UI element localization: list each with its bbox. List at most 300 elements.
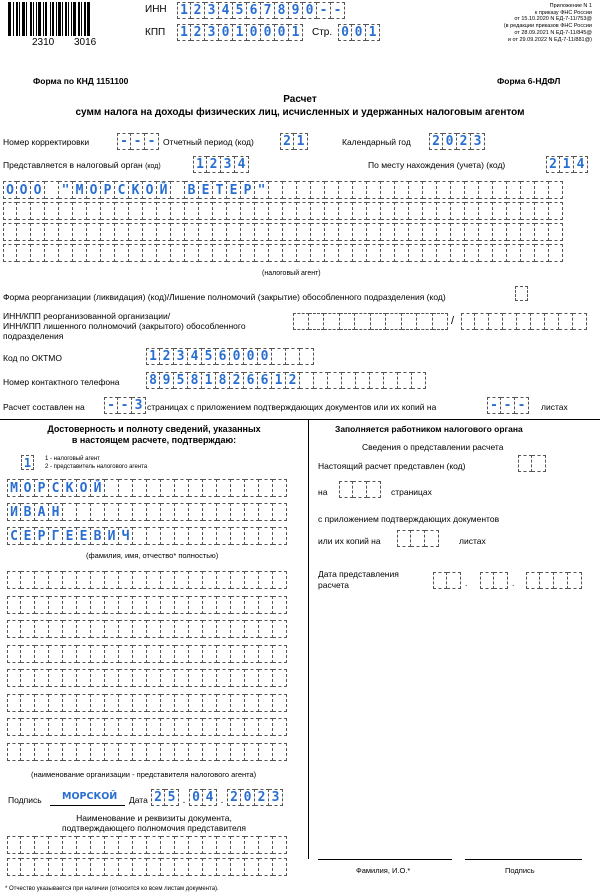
char-cell[interactable] (175, 669, 189, 687)
char-cell[interactable]: 2 (546, 156, 560, 173)
char-cell[interactable] (157, 202, 171, 220)
char-cell[interactable] (353, 181, 367, 199)
right-date-year[interactable] (526, 572, 582, 589)
char-cell[interactable] (417, 313, 433, 330)
char-cell[interactable]: 7 (261, 2, 275, 19)
char-cell[interactable] (147, 645, 161, 663)
char-cell[interactable] (133, 503, 147, 521)
char-cell[interactable] (119, 669, 133, 687)
char-cell[interactable] (293, 313, 309, 330)
fio-grid[interactable] (7, 479, 287, 551)
char-cell[interactable]: 3 (269, 789, 283, 806)
char-cell[interactable] (269, 202, 283, 220)
char-cell[interactable] (493, 181, 507, 199)
char-cell[interactable] (493, 244, 507, 262)
reorg-kpp-field[interactable] (461, 313, 587, 330)
char-cell[interactable] (77, 858, 91, 876)
char-cell[interactable] (175, 858, 189, 876)
char-cell[interactable] (245, 743, 259, 761)
char-cell[interactable] (231, 694, 245, 712)
char-cell[interactable]: 1 (146, 348, 160, 365)
char-cell[interactable]: - (317, 2, 331, 19)
char-cell[interactable]: 3 (471, 133, 485, 150)
char-cell[interactable]: В (21, 503, 35, 521)
char-cell[interactable]: " (59, 181, 73, 199)
char-cell[interactable] (297, 244, 311, 262)
char-cell[interactable] (21, 836, 35, 854)
char-cell[interactable] (91, 718, 105, 736)
char-cell[interactable]: Р (241, 181, 255, 199)
char-cell[interactable] (105, 694, 119, 712)
char-cell[interactable] (241, 223, 255, 241)
char-cell[interactable] (535, 181, 549, 199)
char-cell[interactable] (231, 596, 245, 614)
char-cell[interactable] (77, 836, 91, 854)
char-cell[interactable]: 4 (203, 789, 217, 806)
char-cell[interactable] (286, 348, 300, 365)
char-cell[interactable] (189, 571, 203, 589)
char-cell[interactable]: Г (49, 527, 63, 545)
char-cell[interactable] (49, 718, 63, 736)
char-cell[interactable] (493, 202, 507, 220)
char-cell[interactable] (161, 527, 175, 545)
char-cell[interactable] (339, 223, 353, 241)
char-cell[interactable]: Е (77, 527, 91, 545)
char-cell[interactable]: 0 (230, 348, 244, 365)
char-cell[interactable]: 1 (202, 372, 216, 389)
char-cell[interactable] (119, 479, 133, 497)
char-cell[interactable] (217, 620, 231, 638)
char-cell[interactable] (255, 244, 269, 262)
char-cell[interactable] (507, 244, 521, 262)
phone-field[interactable] (146, 372, 426, 389)
char-cell[interactable] (479, 202, 493, 220)
char-cell[interactable] (451, 244, 465, 262)
char-cell[interactable] (339, 181, 353, 199)
char-cell[interactable] (45, 244, 59, 262)
char-cell[interactable] (63, 669, 77, 687)
char-cell[interactable]: Е (21, 527, 35, 545)
char-cell[interactable] (101, 202, 115, 220)
char-cell[interactable] (328, 372, 342, 389)
char-cell[interactable] (189, 718, 203, 736)
char-cell[interactable] (35, 669, 49, 687)
char-cell[interactable]: 0 (241, 789, 255, 806)
char-cell[interactable] (35, 645, 49, 663)
char-cell[interactable] (283, 244, 297, 262)
char-cell[interactable]: С (7, 527, 21, 545)
char-cell[interactable] (119, 694, 133, 712)
char-cell[interactable]: И (105, 527, 119, 545)
char-cell[interactable] (531, 313, 545, 330)
copies-count-field[interactable] (487, 397, 529, 414)
char-cell[interactable] (91, 694, 105, 712)
char-cell[interactable]: 2 (457, 133, 471, 150)
char-cell[interactable] (73, 223, 87, 241)
char-cell[interactable] (273, 718, 287, 736)
char-cell[interactable] (507, 202, 521, 220)
char-cell[interactable] (273, 479, 287, 497)
char-cell[interactable]: 1 (177, 24, 191, 41)
char-cell[interactable] (21, 669, 35, 687)
char-cell[interactable] (49, 743, 63, 761)
char-cell[interactable] (231, 669, 245, 687)
char-cell[interactable] (105, 620, 119, 638)
char-cell[interactable] (367, 181, 381, 199)
char-cell[interactable] (367, 223, 381, 241)
char-cell[interactable] (203, 503, 217, 521)
char-cell[interactable] (101, 223, 115, 241)
char-cell[interactable]: Е (199, 181, 213, 199)
char-cell[interactable]: Р (101, 181, 115, 199)
char-cell[interactable] (283, 223, 297, 241)
char-cell[interactable] (49, 694, 63, 712)
tax-authority-field[interactable] (193, 156, 249, 173)
char-cell[interactable]: 0 (244, 348, 258, 365)
char-cell[interactable] (175, 836, 189, 854)
char-cell[interactable] (309, 313, 325, 330)
char-cell[interactable] (147, 743, 161, 761)
char-cell[interactable]: 2 (191, 24, 205, 41)
char-cell[interactable] (503, 313, 517, 330)
char-cell[interactable]: - (117, 133, 131, 150)
char-cell[interactable] (339, 202, 353, 220)
char-cell[interactable] (203, 718, 217, 736)
oktmo-field[interactable] (146, 348, 314, 365)
char-cell[interactable] (231, 858, 245, 876)
char-cell[interactable] (91, 645, 105, 663)
char-cell[interactable] (217, 836, 231, 854)
char-cell[interactable] (91, 620, 105, 638)
char-cell[interactable] (185, 202, 199, 220)
char-cell[interactable] (63, 836, 77, 854)
char-cell[interactable] (465, 223, 479, 241)
char-cell[interactable] (245, 620, 259, 638)
char-cell[interactable] (255, 223, 269, 241)
char-cell[interactable] (398, 372, 412, 389)
char-cell[interactable] (339, 244, 353, 262)
char-cell[interactable] (535, 202, 549, 220)
char-cell[interactable] (147, 571, 161, 589)
char-cell[interactable]: А (35, 503, 49, 521)
char-cell[interactable] (49, 669, 63, 687)
char-cell[interactable] (21, 620, 35, 638)
char-cell[interactable]: К (129, 181, 143, 199)
char-cell[interactable] (353, 244, 367, 262)
char-cell[interactable]: 1 (560, 156, 574, 173)
char-cell[interactable] (77, 743, 91, 761)
char-cell[interactable]: 8 (216, 372, 230, 389)
char-cell[interactable] (245, 596, 259, 614)
char-cell[interactable] (185, 223, 199, 241)
char-cell[interactable] (189, 503, 203, 521)
char-cell[interactable]: М (73, 181, 87, 199)
authority-doc-grid[interactable] (7, 836, 287, 880)
char-cell[interactable]: " (255, 181, 269, 199)
char-cell[interactable]: Й (157, 181, 171, 199)
char-cell[interactable]: 4 (235, 156, 249, 173)
char-cell[interactable] (63, 571, 77, 589)
char-cell[interactable] (91, 858, 105, 876)
char-cell[interactable] (381, 244, 395, 262)
char-cell[interactable] (203, 479, 217, 497)
char-cell[interactable] (217, 743, 231, 761)
char-cell[interactable] (189, 694, 203, 712)
char-cell[interactable]: 2 (191, 2, 205, 19)
char-cell[interactable] (217, 527, 231, 545)
char-cell[interactable] (535, 244, 549, 262)
char-cell[interactable] (325, 244, 339, 262)
char-cell[interactable] (297, 202, 311, 220)
char-cell[interactable] (259, 596, 273, 614)
char-cell[interactable] (217, 669, 231, 687)
char-cell[interactable] (147, 503, 161, 521)
char-cell[interactable]: - (104, 397, 118, 414)
char-cell[interactable] (259, 743, 273, 761)
char-cell[interactable]: - (515, 397, 529, 414)
char-cell[interactable] (507, 181, 521, 199)
char-cell[interactable] (231, 571, 245, 589)
char-cell[interactable] (381, 223, 395, 241)
char-cell[interactable] (147, 527, 161, 545)
char-cell[interactable] (203, 836, 217, 854)
char-cell[interactable] (199, 202, 213, 220)
char-cell[interactable]: 0 (189, 789, 203, 806)
char-cell[interactable] (423, 244, 437, 262)
char-cell[interactable] (297, 223, 311, 241)
char-cell[interactable] (423, 202, 437, 220)
char-cell[interactable] (171, 223, 185, 241)
char-cell[interactable] (73, 202, 87, 220)
char-cell[interactable]: Ч (119, 527, 133, 545)
char-cell[interactable] (549, 244, 563, 262)
char-cell[interactable] (273, 743, 287, 761)
char-cell[interactable]: 0 (275, 24, 289, 41)
char-cell[interactable] (49, 571, 63, 589)
char-cell[interactable]: 0 (219, 24, 233, 41)
char-cell[interactable] (161, 743, 175, 761)
char-cell[interactable]: С (49, 479, 63, 497)
char-cell[interactable] (370, 372, 384, 389)
char-cell[interactable] (479, 181, 493, 199)
char-cell[interactable]: В (91, 527, 105, 545)
char-cell[interactable]: 0 (247, 24, 261, 41)
char-cell[interactable] (77, 503, 91, 521)
char-cell[interactable] (21, 694, 35, 712)
char-cell[interactable]: Р (35, 527, 49, 545)
char-cell[interactable] (133, 718, 147, 736)
char-cell[interactable] (283, 181, 297, 199)
char-cell[interactable]: - (131, 133, 145, 150)
char-cell[interactable] (175, 527, 189, 545)
char-cell[interactable] (35, 596, 49, 614)
char-cell[interactable] (175, 743, 189, 761)
char-cell[interactable] (175, 596, 189, 614)
char-cell[interactable]: - (145, 133, 159, 150)
char-cell[interactable] (273, 527, 287, 545)
char-cell[interactable] (161, 596, 175, 614)
char-cell[interactable] (342, 372, 356, 389)
char-cell[interactable] (217, 645, 231, 663)
char-cell[interactable]: 5 (233, 2, 247, 19)
char-cell[interactable] (217, 694, 231, 712)
char-cell[interactable] (133, 836, 147, 854)
char-cell[interactable] (105, 669, 119, 687)
char-cell[interactable] (77, 596, 91, 614)
char-cell[interactable] (143, 223, 157, 241)
char-cell[interactable] (324, 313, 340, 330)
char-cell[interactable]: 6 (247, 2, 261, 19)
char-cell[interactable] (269, 181, 283, 199)
char-cell[interactable] (353, 223, 367, 241)
char-cell[interactable]: 4 (219, 2, 233, 19)
char-cell[interactable]: 3 (221, 156, 235, 173)
char-cell[interactable] (45, 202, 59, 220)
char-cell[interactable]: 2 (160, 348, 174, 365)
char-cell[interactable] (161, 718, 175, 736)
char-cell[interactable] (203, 571, 217, 589)
char-cell[interactable] (63, 620, 77, 638)
char-cell[interactable] (203, 527, 217, 545)
char-cell[interactable] (91, 669, 105, 687)
period-field[interactable] (280, 133, 308, 150)
char-cell[interactable]: И (7, 503, 21, 521)
char-cell[interactable] (189, 527, 203, 545)
char-cell[interactable]: 8 (275, 2, 289, 19)
char-cell[interactable] (161, 694, 175, 712)
char-cell[interactable] (161, 620, 175, 638)
char-cell[interactable]: 3 (205, 24, 219, 41)
char-cell[interactable] (49, 645, 63, 663)
char-cell[interactable] (437, 244, 451, 262)
char-cell[interactable]: - (501, 397, 515, 414)
char-cell[interactable] (241, 244, 255, 262)
char-cell[interactable]: М (7, 479, 21, 497)
char-cell[interactable] (189, 836, 203, 854)
char-cell[interactable] (161, 503, 175, 521)
char-cell[interactable] (356, 372, 370, 389)
char-cell[interactable] (217, 858, 231, 876)
char-cell[interactable] (59, 244, 73, 262)
char-cell[interactable]: 1 (193, 156, 207, 173)
char-cell[interactable] (105, 479, 119, 497)
right-date-month[interactable] (480, 572, 508, 589)
char-cell[interactable] (59, 202, 73, 220)
char-cell[interactable] (77, 694, 91, 712)
char-cell[interactable] (203, 620, 217, 638)
char-cell[interactable] (17, 223, 31, 241)
char-cell[interactable] (409, 181, 423, 199)
char-cell[interactable] (31, 223, 45, 241)
char-cell[interactable] (521, 244, 535, 262)
right-date-day[interactable] (433, 572, 461, 589)
char-cell[interactable] (119, 596, 133, 614)
char-cell[interactable] (161, 836, 175, 854)
char-cell[interactable] (157, 223, 171, 241)
char-cell[interactable]: 2 (255, 789, 269, 806)
char-cell[interactable] (367, 202, 381, 220)
location-field[interactable] (546, 156, 588, 173)
char-cell[interactable] (255, 202, 269, 220)
char-cell[interactable] (7, 571, 21, 589)
inn-field[interactable] (177, 2, 345, 19)
char-cell[interactable] (35, 620, 49, 638)
char-cell[interactable] (245, 669, 259, 687)
char-cell[interactable] (189, 596, 203, 614)
char-cell[interactable]: 2 (230, 372, 244, 389)
char-cell[interactable] (245, 718, 259, 736)
char-cell[interactable] (521, 181, 535, 199)
representative-org-grid[interactable] (7, 571, 287, 767)
char-cell[interactable] (245, 858, 259, 876)
char-cell[interactable] (35, 836, 49, 854)
char-cell[interactable] (231, 527, 245, 545)
char-cell[interactable] (105, 571, 119, 589)
char-cell[interactable] (381, 181, 395, 199)
char-cell[interactable] (465, 181, 479, 199)
reorg-code-field[interactable] (515, 286, 528, 301)
char-cell[interactable] (3, 244, 17, 262)
char-cell[interactable] (7, 620, 21, 638)
char-cell[interactable] (73, 244, 87, 262)
char-cell[interactable] (129, 223, 143, 241)
char-cell[interactable] (493, 223, 507, 241)
char-cell[interactable]: - (487, 397, 501, 414)
char-cell[interactable] (314, 372, 328, 389)
char-cell[interactable] (273, 836, 287, 854)
char-cell[interactable]: В (185, 181, 199, 199)
char-cell[interactable] (63, 503, 77, 521)
char-cell[interactable] (273, 620, 287, 638)
char-cell[interactable] (175, 645, 189, 663)
char-cell[interactable]: О (3, 181, 17, 199)
char-cell[interactable] (63, 645, 77, 663)
char-cell[interactable]: 1 (366, 24, 380, 41)
char-cell[interactable] (147, 718, 161, 736)
char-cell[interactable] (105, 718, 119, 736)
char-cell[interactable] (245, 694, 259, 712)
char-cell[interactable] (77, 571, 91, 589)
char-cell[interactable] (91, 836, 105, 854)
char-cell[interactable] (231, 503, 245, 521)
char-cell[interactable] (7, 694, 21, 712)
char-cell[interactable] (133, 527, 147, 545)
submitted-code-field[interactable] (518, 455, 546, 472)
char-cell[interactable] (245, 479, 259, 497)
char-cell[interactable] (245, 645, 259, 663)
char-cell[interactable] (105, 596, 119, 614)
char-cell[interactable]: Е (227, 181, 241, 199)
char-cell[interactable] (31, 244, 45, 262)
char-cell[interactable] (21, 596, 35, 614)
char-cell[interactable] (115, 223, 129, 241)
char-cell[interactable] (213, 202, 227, 220)
char-cell[interactable] (185, 244, 199, 262)
char-cell[interactable] (227, 223, 241, 241)
char-cell[interactable] (231, 620, 245, 638)
char-cell[interactable]: 0 (443, 133, 457, 150)
char-cell[interactable] (245, 527, 259, 545)
char-cell[interactable] (35, 571, 49, 589)
char-cell[interactable]: - (118, 397, 132, 414)
char-cell[interactable]: 6 (258, 372, 272, 389)
char-cell[interactable] (147, 596, 161, 614)
date-field[interactable] (151, 789, 283, 806)
char-cell[interactable] (49, 620, 63, 638)
char-cell[interactable] (143, 202, 157, 220)
page-number-field[interactable] (338, 24, 380, 41)
char-cell[interactable] (129, 202, 143, 220)
